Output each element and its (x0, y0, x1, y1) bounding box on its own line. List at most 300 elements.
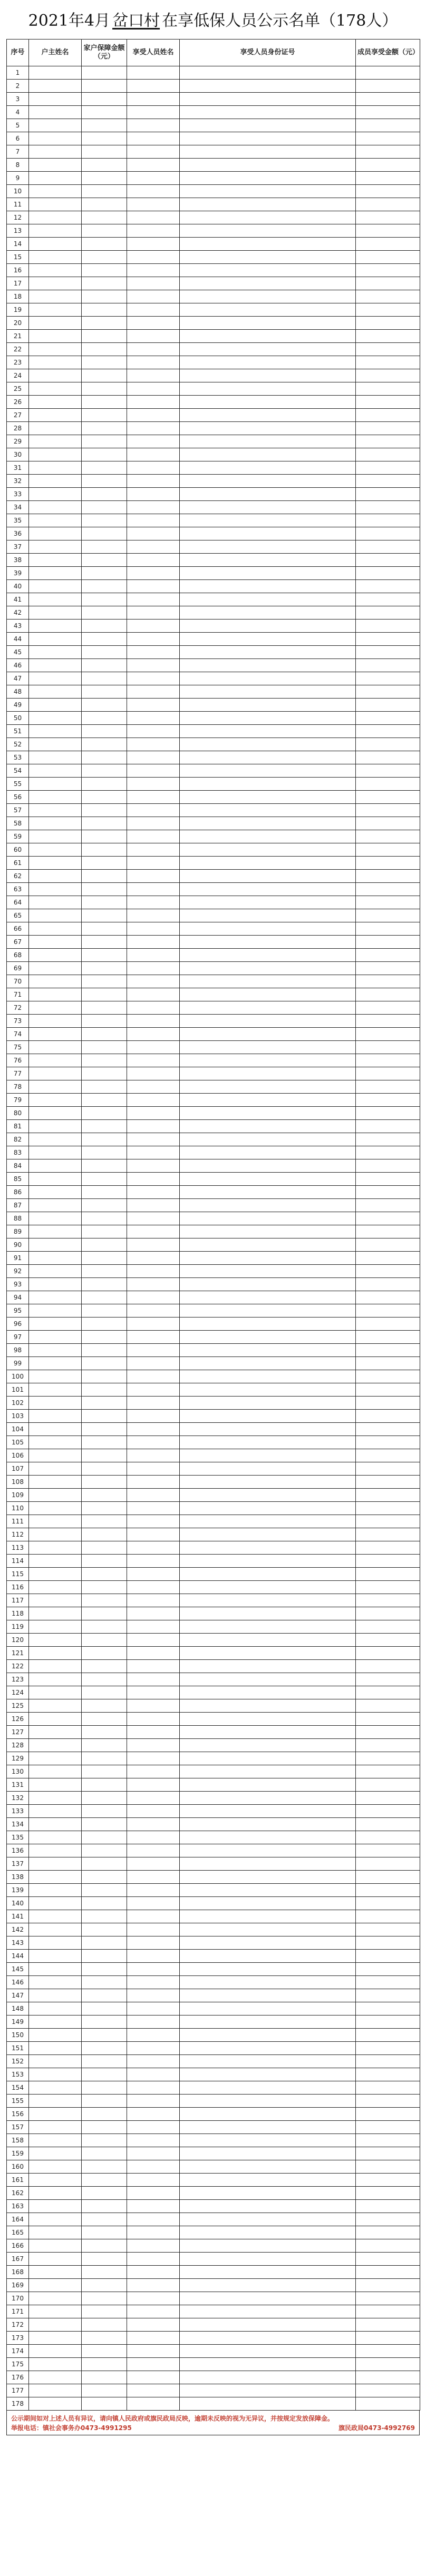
row-index: 78 (7, 1080, 29, 1094)
row-index: 18 (7, 290, 29, 303)
row-index: 94 (7, 1291, 29, 1304)
member-id (180, 1713, 356, 1726)
householder-name (29, 2015, 82, 2029)
household-amount (82, 1620, 127, 1634)
member-amount (356, 1910, 420, 1923)
member-name (127, 593, 180, 606)
householder-name (29, 356, 82, 369)
member-id (180, 2266, 356, 2279)
row-index: 128 (7, 1739, 29, 1752)
household-amount (82, 119, 127, 132)
householder-name (29, 1304, 82, 1318)
householder-name (29, 2081, 82, 2095)
householder-name (29, 409, 82, 422)
row-index: 121 (7, 1647, 29, 1660)
table-row (7, 2358, 420, 2371)
member-name (127, 949, 180, 962)
member-id (180, 1634, 356, 1647)
row-index: 86 (7, 1186, 29, 1199)
householder-name (29, 725, 82, 738)
householder-name (29, 2055, 82, 2068)
row-index: 158 (7, 2134, 29, 2147)
header-household-amount: 家户保障金额（元） (82, 40, 127, 66)
member-amount (356, 224, 420, 238)
member-id (180, 1344, 356, 1357)
member-amount (356, 527, 420, 540)
household-amount (82, 448, 127, 461)
table-row (7, 1897, 420, 1910)
household-amount (82, 620, 127, 633)
householder-name (29, 554, 82, 567)
member-id (180, 606, 356, 620)
member-name (127, 554, 180, 567)
member-amount (356, 817, 420, 830)
householder-name (29, 764, 82, 778)
table-row (7, 330, 420, 343)
member-id (180, 1647, 356, 1660)
member-name (127, 2345, 180, 2358)
member-id (180, 185, 356, 198)
header-member-amount: 成员享受金额（元） (356, 40, 420, 66)
householder-name (29, 699, 82, 712)
member-amount (356, 1699, 420, 1713)
member-name (127, 2292, 180, 2305)
householder-name (29, 1910, 82, 1923)
row-index: 63 (7, 883, 29, 896)
member-name (127, 1449, 180, 1462)
member-id (180, 2292, 356, 2305)
member-amount (356, 2384, 420, 2397)
householder-name (29, 369, 82, 382)
member-amount (356, 1225, 420, 1238)
member-amount (356, 620, 420, 633)
householder-name (29, 461, 82, 475)
row-index: 117 (7, 1594, 29, 1607)
householder-name (29, 1950, 82, 1963)
table-row (7, 1752, 420, 1765)
member-id (180, 1370, 356, 1383)
householder-name (29, 2160, 82, 2174)
householder-name (29, 1581, 82, 1594)
member-name (127, 1923, 180, 1936)
row-index: 123 (7, 1673, 29, 1686)
household-amount (82, 1647, 127, 1660)
member-amount (356, 1541, 420, 1555)
member-amount (356, 1555, 420, 1568)
table-row (7, 461, 420, 475)
member-amount (356, 1897, 420, 1910)
table-row (7, 1923, 420, 1936)
table-row (7, 1344, 420, 1357)
table-row (7, 1107, 420, 1120)
member-name (127, 620, 180, 633)
member-id (180, 685, 356, 699)
household-amount (82, 317, 127, 330)
member-amount (356, 540, 420, 554)
householder-name (29, 1265, 82, 1278)
member-id (180, 738, 356, 751)
household-amount (82, 2174, 127, 2187)
table-row (7, 1581, 420, 1594)
member-name (127, 1555, 180, 1568)
member-amount (356, 857, 420, 870)
householder-name (29, 2318, 82, 2332)
household-amount (82, 857, 127, 870)
member-name (127, 448, 180, 461)
table-row (7, 962, 420, 975)
member-name (127, 1792, 180, 1805)
table-row (7, 2239, 420, 2253)
member-amount (356, 343, 420, 356)
member-id (180, 1686, 356, 1699)
householder-name (29, 475, 82, 488)
complaint-phone: 镇社会事务办0473-4991295 (43, 2424, 132, 2432)
member-name (127, 1133, 180, 1146)
household-amount (82, 870, 127, 883)
member-amount (356, 2081, 420, 2095)
householder-name (29, 1686, 82, 1699)
household-amount (82, 1357, 127, 1370)
householder-name (29, 303, 82, 317)
member-id (180, 843, 356, 857)
member-id (180, 1383, 356, 1397)
member-amount (356, 1304, 420, 1318)
member-amount (356, 1318, 420, 1331)
householder-name (29, 1318, 82, 1331)
member-name (127, 2358, 180, 2371)
member-id (180, 896, 356, 909)
householder-name (29, 501, 82, 514)
table-row (7, 2384, 420, 2397)
table-row (7, 1278, 420, 1291)
householder-name (29, 1133, 82, 1146)
row-index: 64 (7, 896, 29, 909)
member-id (180, 1765, 356, 1778)
household-amount (82, 1857, 127, 1871)
member-id (180, 2055, 356, 2068)
household-amount (82, 1607, 127, 1620)
row-index: 164 (7, 2213, 29, 2226)
member-name (127, 488, 180, 501)
householder-name (29, 870, 82, 883)
row-index: 169 (7, 2279, 29, 2292)
member-name (127, 2371, 180, 2384)
table-row (7, 1041, 420, 1054)
member-id (180, 1080, 356, 1094)
table-row (7, 1647, 420, 1660)
member-amount (356, 1067, 420, 1080)
member-amount (356, 1489, 420, 1502)
member-id (180, 1449, 356, 1462)
householder-name (29, 1489, 82, 1502)
household-amount (82, 751, 127, 764)
row-index: 104 (7, 1423, 29, 1436)
row-index: 161 (7, 2174, 29, 2187)
row-index: 88 (7, 1212, 29, 1225)
householder-name (29, 1278, 82, 1291)
household-amount (82, 303, 127, 317)
householder-name (29, 2187, 82, 2200)
table-row (7, 1555, 420, 1568)
table-row (7, 567, 420, 580)
member-amount (356, 778, 420, 791)
row-index: 83 (7, 1146, 29, 1159)
member-name (127, 1291, 180, 1304)
member-id (180, 922, 356, 936)
member-id (180, 1186, 356, 1199)
row-index: 142 (7, 1923, 29, 1936)
member-id (180, 1739, 356, 1752)
table-row (7, 1778, 420, 1792)
row-index: 40 (7, 580, 29, 593)
householder-name (29, 2371, 82, 2384)
member-amount (356, 1015, 420, 1028)
member-name (127, 1857, 180, 1871)
member-name (127, 2226, 180, 2239)
member-name (127, 922, 180, 936)
row-index: 115 (7, 1568, 29, 1581)
household-amount (82, 1120, 127, 1133)
member-id (180, 501, 356, 514)
table-row (7, 1594, 420, 1607)
table-row (7, 1502, 420, 1515)
member-id (180, 580, 356, 593)
householder-name (29, 909, 82, 922)
member-id (180, 620, 356, 633)
table-row (7, 580, 420, 593)
row-index: 33 (7, 488, 29, 501)
householder-name (29, 514, 82, 527)
member-name (127, 1383, 180, 1397)
member-id (180, 1173, 356, 1186)
member-id (180, 1871, 356, 1884)
member-amount (356, 1080, 420, 1094)
householder-name (29, 2345, 82, 2358)
member-name (127, 988, 180, 1001)
member-amount (356, 2174, 420, 2187)
table-row (7, 145, 420, 159)
household-amount (82, 2015, 127, 2029)
household-amount (82, 264, 127, 277)
member-id (180, 2042, 356, 2055)
row-index: 5 (7, 119, 29, 132)
table-row (7, 1370, 420, 1383)
member-amount (356, 303, 420, 317)
householder-name (29, 1173, 82, 1186)
household-amount (82, 1449, 127, 1462)
member-amount (356, 356, 420, 369)
household-amount (82, 1436, 127, 1449)
household-amount (82, 501, 127, 514)
table-row (7, 382, 420, 396)
household-amount (82, 1923, 127, 1936)
householder-name (29, 751, 82, 764)
member-name (127, 1331, 180, 1344)
householder-name (29, 172, 82, 185)
member-id (180, 2068, 356, 2081)
member-amount (356, 922, 420, 936)
member-amount (356, 2095, 420, 2108)
member-name (127, 172, 180, 185)
table-row (7, 1489, 420, 1502)
member-name (127, 106, 180, 119)
householder-name (29, 251, 82, 264)
household-amount (82, 1936, 127, 1950)
household-amount (82, 922, 127, 936)
household-amount (82, 1726, 127, 1739)
household-amount (82, 1515, 127, 1528)
household-amount (82, 277, 127, 290)
member-amount (356, 1726, 420, 1739)
householder-name (29, 1778, 82, 1792)
member-amount (356, 1936, 420, 1950)
member-name (127, 1489, 180, 1502)
member-id (180, 1818, 356, 1831)
member-amount (356, 1831, 420, 1844)
member-name (127, 540, 180, 554)
household-amount (82, 1225, 127, 1238)
member-amount (356, 1331, 420, 1344)
member-id (180, 988, 356, 1001)
row-index: 11 (7, 198, 29, 211)
member-id (180, 80, 356, 93)
household-amount (82, 2081, 127, 2095)
title-village: 岔口村 (112, 12, 160, 30)
householder-name (29, 1739, 82, 1752)
householder-name (29, 1397, 82, 1410)
household-amount (82, 936, 127, 949)
table-row (7, 2266, 420, 2279)
household-amount (82, 2253, 127, 2266)
row-index: 166 (7, 2239, 29, 2253)
householder-name (29, 2174, 82, 2187)
member-name (127, 1173, 180, 1186)
member-id (180, 1094, 356, 1107)
member-name (127, 2318, 180, 2332)
householder-name (29, 949, 82, 962)
member-id (180, 1857, 356, 1871)
household-amount (82, 1318, 127, 1331)
table-row (7, 725, 420, 738)
row-index: 111 (7, 1515, 29, 1528)
member-amount (356, 633, 420, 646)
household-amount (82, 1963, 127, 1976)
member-name (127, 1963, 180, 1976)
member-amount (356, 2318, 420, 2332)
member-id (180, 2121, 356, 2134)
member-name (127, 1568, 180, 1581)
member-name (127, 2332, 180, 2345)
householder-name (29, 922, 82, 936)
household-amount (82, 2160, 127, 2174)
household-amount (82, 1159, 127, 1173)
table-row (7, 870, 420, 883)
householder-name (29, 567, 82, 580)
household-amount (82, 1028, 127, 1041)
member-id (180, 778, 356, 791)
member-name (127, 2187, 180, 2200)
member-name (127, 303, 180, 317)
row-index: 103 (7, 1410, 29, 1423)
member-id (180, 712, 356, 725)
member-name (127, 1370, 180, 1383)
table-row (7, 1515, 420, 1528)
table-row (7, 1186, 420, 1199)
member-amount (356, 1844, 420, 1857)
table-row (7, 896, 420, 909)
household-amount (82, 1752, 127, 1765)
row-index: 24 (7, 369, 29, 382)
member-name (127, 1910, 180, 1923)
householder-name (29, 2253, 82, 2266)
table-row (7, 132, 420, 145)
member-name (127, 725, 180, 738)
household-amount (82, 422, 127, 435)
member-name (127, 2266, 180, 2279)
row-index: 73 (7, 1015, 29, 1028)
table-row (7, 672, 420, 685)
household-amount (82, 909, 127, 922)
household-amount (82, 2187, 127, 2200)
table-row (7, 1739, 420, 1752)
member-amount (356, 159, 420, 172)
member-id (180, 2213, 356, 2226)
row-index: 159 (7, 2147, 29, 2160)
member-amount (356, 2253, 420, 2266)
row-index: 134 (7, 1818, 29, 1831)
household-amount (82, 514, 127, 527)
member-id (180, 2187, 356, 2200)
member-name (127, 382, 180, 396)
row-index: 172 (7, 2318, 29, 2332)
member-amount (356, 1765, 420, 1778)
member-name (127, 356, 180, 369)
member-name (127, 778, 180, 791)
member-name (127, 2108, 180, 2121)
member-id (180, 422, 356, 435)
household-amount (82, 2292, 127, 2305)
table-row (7, 1173, 420, 1186)
table-row (7, 66, 420, 80)
row-index: 43 (7, 620, 29, 633)
member-amount (356, 1054, 420, 1067)
table-row (7, 988, 420, 1001)
householder-name (29, 80, 82, 93)
member-amount (356, 699, 420, 712)
complaint-label: 举报电话： (11, 2424, 43, 2432)
member-amount (356, 567, 420, 580)
table-row (7, 1410, 420, 1423)
row-index: 70 (7, 975, 29, 988)
contact-line (11, 2423, 415, 2433)
table-row (7, 2200, 420, 2213)
member-amount (356, 145, 420, 159)
member-id (180, 1989, 356, 2002)
household-amount (82, 1884, 127, 1897)
table-row (7, 1159, 420, 1173)
householder-name (29, 1120, 82, 1133)
row-index: 74 (7, 1028, 29, 1041)
member-id (180, 1252, 356, 1265)
table-row (7, 317, 420, 330)
table-row (7, 1831, 420, 1844)
row-index: 61 (7, 857, 29, 870)
household-amount (82, 1304, 127, 1318)
table-row (7, 422, 420, 435)
complaint-contact (11, 2423, 132, 2433)
row-index: 82 (7, 1133, 29, 1146)
member-amount (356, 1159, 420, 1173)
